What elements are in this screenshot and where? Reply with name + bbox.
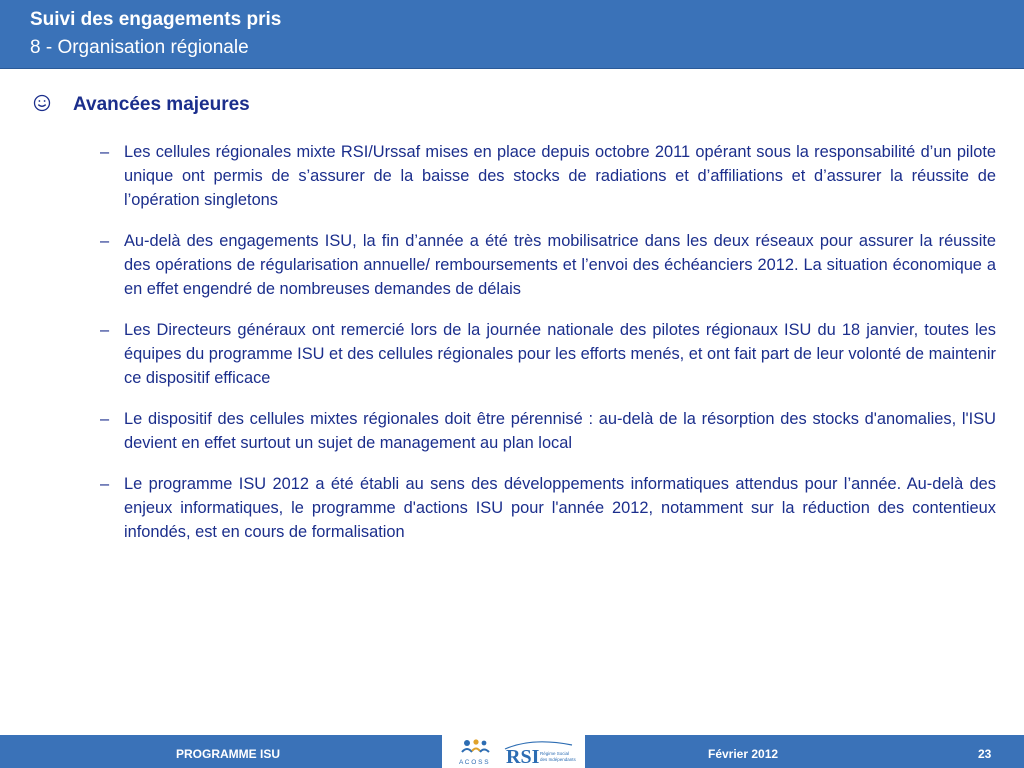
footer-program-label: PROGRAMME ISU <box>176 747 281 761</box>
list-item-text: Au-delà des engagements ISU, la fin d’année a été très mobilisatrice dans les deux réseaux pour assurer la réussite des opérations de régularisation annuelle/ remboursements et l’envoi des échéanciers 2012. La situation économique a en effet engendré de nombreuses demandes de délais <box>124 232 996 298</box>
list-item <box>100 140 996 212</box>
partner-logos <box>442 735 585 768</box>
list-item <box>100 407 996 455</box>
list-item <box>100 472 996 544</box>
dash-marker: – <box>100 475 110 493</box>
acoss-wordmark: A C O S S <box>459 759 489 766</box>
list-item-text: Le dispositif des cellules mixtes régionales doit être pérennisé : au-delà de la résorption des stocks d'anomalies, l'ISU devient en effet surtout un sujet de management au plan local <box>124 410 996 452</box>
footer-date: Février 2012 <box>708 747 779 761</box>
slide-subtitle: 8 - Organisation régionale <box>30 37 249 58</box>
list-item-text: Les Directeurs généraux ont remercié lors de la journée nationale des pilotes régionaux ISU du 18 janvier, toutes les équipes du programme ISU et des cellules régionales pour les efforts menés, et ont fait part de leur volonté de maintenir ce dispositif efficace <box>124 321 996 387</box>
list-item <box>100 229 996 301</box>
slide-footer <box>0 735 1024 768</box>
section-title: Avancées majeures <box>73 94 250 115</box>
slide-title: Suivi des engagements pris <box>30 9 282 30</box>
page-number: 23 <box>978 747 992 761</box>
slide-header <box>0 0 1024 69</box>
dash-marker: – <box>100 143 110 161</box>
bullet-list <box>100 140 996 561</box>
dash-marker: – <box>100 232 110 250</box>
dash-marker: – <box>100 410 110 428</box>
list-item-text: Le programme ISU 2012 a été établi au sens des développements informatiques attendus pour l’année. Au-delà des enjeux informatiques, le programme d'actions ISU pour l'année 2012, notamment sur la réduction des contentieux infondés, est en cours de formalisation <box>124 475 996 541</box>
acoss-rsi-logo <box>442 735 585 768</box>
dash-marker: – <box>100 321 110 339</box>
list-item <box>100 318 996 390</box>
rsi-tagline-1: Régime Social <box>540 751 570 756</box>
rsi-tagline-2: des Indépendants <box>540 757 576 762</box>
rsi-wordmark: RSI <box>506 746 540 768</box>
smiley-icon <box>33 94 51 112</box>
list-item-text: Les cellules régionales mixte RSI/Urssaf mises en place depuis octobre 2011 opérant sous la responsabilité d’un pilote unique ont permis de s’assurer de la baisse des stocks de radiations et d’affiliations et d’assurer la réussite de l’opération singletons <box>124 143 996 209</box>
